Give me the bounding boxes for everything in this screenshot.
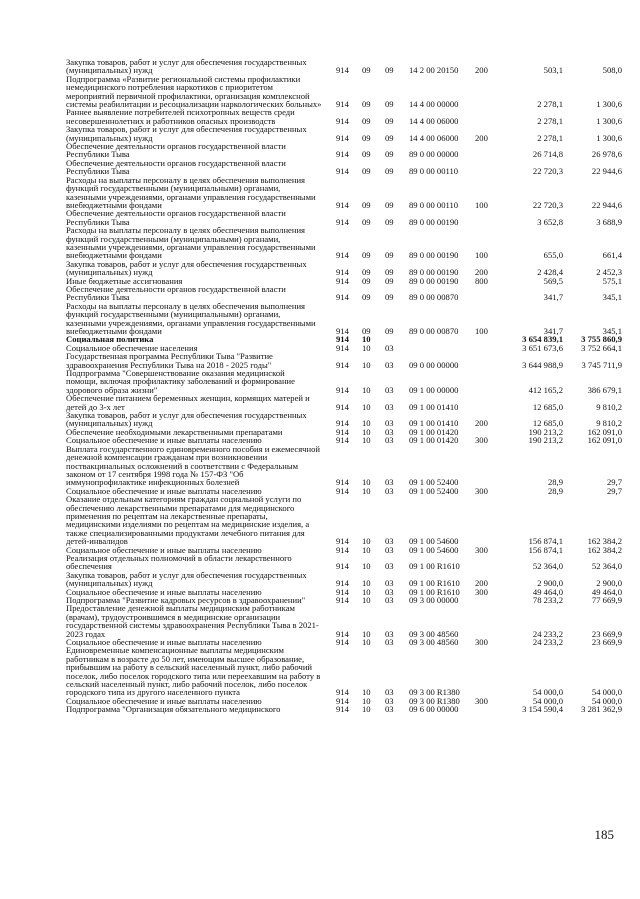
section-code: 10 xyxy=(362,359,371,370)
ministry-code: 914 xyxy=(336,359,349,370)
subsection-code: 03 xyxy=(385,485,394,496)
amount-2025: 26 978,6 xyxy=(591,149,622,160)
amount-2025: 9 810,2 xyxy=(596,418,622,429)
row-name: Обеспечение необходимыми лекарственными препаратами xyxy=(66,426,283,437)
subsection-code: 09 xyxy=(385,267,394,278)
table-row xyxy=(66,705,622,713)
subsection-code: 03 xyxy=(385,342,394,353)
subsection-code: 03 xyxy=(385,578,394,589)
target-article-code: 09 3 00 R1380 xyxy=(409,687,460,698)
subsection-code: 09 xyxy=(385,65,394,76)
row-name: Выплата государственного единовременного пособия и ежемесячной денежной компенсации гражданам при возникновении поствакцинальных осложнений в соответствии с Федеральным законом от 17 сентября 1998 года № 157-ФЗ "Об иммунопрофилактике инфекционных болезней xyxy=(66,443,320,488)
table-row xyxy=(66,302,622,336)
expense-type-code: 100 xyxy=(475,250,488,261)
expense-type-code: 300 xyxy=(475,485,488,496)
row-name: Раннее выявление потребителей психотропных веществ среди несовершеннолетних и работников опасных производств xyxy=(66,107,295,126)
amount-2025: 162 091,0 xyxy=(587,435,622,446)
amount-2024: 2 900,0 xyxy=(537,578,563,589)
ministry-code: 914 xyxy=(336,586,349,597)
amount-2025: 23 669,9 xyxy=(591,628,622,639)
amount-2025: 77 669,9 xyxy=(591,595,622,605)
row-name: Подпрограмма "Организация обязательного медицинского xyxy=(66,704,281,715)
amount-2024: 28,9 xyxy=(547,477,563,488)
target-article-code: 09 3 00 48560 xyxy=(409,637,459,648)
ministry-code: 914 xyxy=(336,342,349,353)
target-article-code: 09 1 00 52400 xyxy=(409,477,459,488)
row-name: Закупка товаров, работ и услуг для обеспечения государственных (муниципальных) нужд xyxy=(66,569,307,589)
amount-2025: 162 384,2 xyxy=(587,544,622,555)
ministry-code: 914 xyxy=(336,536,349,547)
table-row xyxy=(66,285,622,302)
amount-2025: 2 900,0 xyxy=(596,578,622,589)
section-code: 09 xyxy=(362,275,371,286)
amount-2024: 341,7 xyxy=(543,292,563,303)
row-name: Подпрограмма «Развитие региональной системы профилактики немедицинского потребления наркотиков с приоритетом мероприятий первичной профилактики, организация комплексной системы реабилитации и ресоциализации наркологических больных» xyxy=(66,73,322,110)
ministry-code: 914 xyxy=(336,149,349,160)
ministry-code: 914 xyxy=(336,561,349,572)
amount-2025: 661,4 xyxy=(602,250,622,261)
row-name: Социальное обеспечение и иные выплаты населению xyxy=(66,695,262,706)
amount-2025: 3 745 711,9 xyxy=(581,359,622,370)
target-article-code: 14 4 00 00000 xyxy=(409,99,459,110)
ministry-code: 914 xyxy=(336,199,349,210)
ministry-code: 914 xyxy=(336,275,349,286)
expense-type-code: 800 xyxy=(475,275,488,286)
amount-2024: 503,1 xyxy=(543,65,563,76)
row-name: Подпрограмма "Совершенствование оказания медицинской помощи, включая профилактику заболеваний и формирование здорового образа жизни" xyxy=(66,368,295,395)
section-code: 10 xyxy=(362,536,371,547)
target-article-code: 09 1 00 01420 xyxy=(409,426,459,437)
table-row xyxy=(66,369,622,394)
subsection-code: 09 xyxy=(385,166,394,177)
section-code: 10 xyxy=(362,637,371,648)
amount-2025: 3 281 362,9 xyxy=(581,704,622,715)
table-row xyxy=(66,554,622,571)
target-article-code: 09 1 00 54600 xyxy=(409,544,459,555)
row-name: Обеспечение питанием беременных женщин, кормящих матерей и детей до 3-х лет xyxy=(66,393,310,412)
table-row xyxy=(66,411,622,428)
table-row xyxy=(66,159,622,176)
amount-2024: 54 000,0 xyxy=(532,687,563,698)
target-article-code: 09 1 00 01420 xyxy=(409,435,459,446)
expense-type-code: 100 xyxy=(475,199,488,210)
target-article-code: 09 1 00 R1610 xyxy=(409,561,460,572)
ministry-code: 914 xyxy=(336,326,349,336)
section-code: 09 xyxy=(362,65,371,76)
row-name: Расходы на выплаты персоналу в целях обеспечения выполнения функций государственными (муниципальными) органами, казенными учреждениями, органами управления государственными внебюджетными фондами xyxy=(66,174,316,210)
section-code: 10 xyxy=(362,418,371,429)
target-article-code: 89 0 00 00110 xyxy=(409,166,459,177)
ministry-code: 914 xyxy=(336,267,349,278)
row-name: Реализация отдельных полномочий в области лекарственного обеспечения xyxy=(66,552,292,572)
subsection-code: 03 xyxy=(385,695,394,706)
amount-2025: 49 464,0 xyxy=(591,586,622,597)
subsection-code: 09 xyxy=(385,275,394,286)
target-article-code: 89 0 00 00110 xyxy=(409,199,459,210)
amount-2024: 3 644 988,9 xyxy=(522,359,563,370)
amount-2024: 190 213,2 xyxy=(528,435,563,446)
section-code: 10 xyxy=(362,595,371,605)
amount-2024: 569,5 xyxy=(543,275,563,286)
amount-2025: 386 679,1 xyxy=(587,384,622,395)
subsection-code: 03 xyxy=(385,595,394,605)
expense-type-code: 200 xyxy=(475,267,488,278)
row-name: Расходы на выплаты персоналу в целях обеспечения выполнения функций государственными (муниципальными) органами, казенными учреждениями, органами управления государственными внебюджетными фондами xyxy=(66,225,316,261)
section-code: 09 xyxy=(362,199,371,210)
ministry-code: 914 xyxy=(336,216,349,227)
subsection-code: 03 xyxy=(385,637,394,648)
amount-2024: 22 720,3 xyxy=(532,166,563,177)
table-row xyxy=(66,226,622,260)
row-name: Социальное обеспечение и иные выплаты населению xyxy=(66,485,262,496)
row-name: Закупка товаров, работ и услуг для обеспечения государственных (муниципальных) нужд xyxy=(66,124,307,143)
amount-2025: 1 300,6 xyxy=(596,132,622,143)
table-row xyxy=(66,260,622,277)
amount-2025: 1 300,6 xyxy=(596,99,622,110)
subsection-code: 03 xyxy=(385,704,394,715)
subsection-code: 09 xyxy=(385,250,394,261)
expense-type-code: 200 xyxy=(475,65,488,76)
table-row xyxy=(66,604,622,638)
table-row xyxy=(66,495,622,545)
ministry-code: 914 xyxy=(336,99,349,110)
row-name: Единовременные компенсационные выплаты медицинским работникам в возрасте до 50 лет, имеющим высшее образование, прибывшим на работу в сельский населенный пункт, либо рабочий поселок, либо поселок городского типа или переехавшим на работу в сельский населенный пункт, либо рабочий поселок, либо поселок городского типа из другого населенного пункта xyxy=(66,645,321,698)
table-row xyxy=(66,352,622,369)
target-article-code: 89 0 00 00870 xyxy=(409,292,459,303)
amount-2024: 156 874,1 xyxy=(528,544,563,555)
section-code: 09 xyxy=(362,267,371,278)
amount-2024: 156 874,1 xyxy=(528,536,563,547)
amount-2025: 29,7 xyxy=(606,477,622,488)
section-code: 09 xyxy=(362,326,371,336)
section-code: 10 xyxy=(362,477,371,488)
row-name: Социальное обеспечение и иные выплаты населению xyxy=(66,637,262,648)
target-article-code: 09 0 00 00000 xyxy=(409,359,459,370)
subsection-code: 03 xyxy=(385,586,394,597)
section-code: 10 xyxy=(362,342,371,353)
subsection-code: 03 xyxy=(385,401,394,412)
target-article-code: 89 0 00 00870 xyxy=(409,326,459,336)
ministry-code: 914 xyxy=(336,418,349,429)
target-article-code: 14 4 00 06000 xyxy=(409,115,459,126)
subsection-code: 09 xyxy=(385,326,394,336)
amount-2025: 3 752 664,1 xyxy=(581,342,622,353)
section-code: 10 xyxy=(362,426,371,437)
expense-type-code: 100 xyxy=(475,326,488,336)
subsection-code: 03 xyxy=(385,418,394,429)
section-code: 09 xyxy=(362,166,371,177)
table-row xyxy=(66,176,622,210)
section-code: 09 xyxy=(362,250,371,261)
row-name: Социальное обеспечение и иные выплаты населению xyxy=(66,586,262,597)
expense-type-code: 200 xyxy=(475,132,488,143)
ministry-code: 914 xyxy=(336,426,349,437)
target-article-code: 09 1 00 52400 xyxy=(409,485,459,496)
row-name: Закупка товаров, работ и услуг для обеспечения государственных (муниципальных) нужд xyxy=(66,410,307,429)
table-row xyxy=(66,646,622,696)
subsection-code: 09 xyxy=(385,149,394,160)
section-code: 09 xyxy=(362,149,371,160)
expense-type-code: 200 xyxy=(475,418,488,429)
section-code: 10 xyxy=(362,485,371,496)
row-name: Социальное обеспечение и иные выплаты населению xyxy=(66,435,262,446)
expense-type-code: 300 xyxy=(475,435,488,446)
section-code: 10 xyxy=(362,687,371,698)
amount-2025: 162 384,2 xyxy=(587,536,622,547)
section-code: 09 xyxy=(362,216,371,227)
target-article-code: 09 1 00 R1610 xyxy=(409,586,460,597)
amount-2024: 54 000,0 xyxy=(532,695,563,706)
section-code: 09 xyxy=(362,99,371,110)
target-article-code: 09 1 00 R1610 xyxy=(409,578,460,589)
amount-2024: 3 652,8 xyxy=(537,216,563,227)
subsection-code: 09 xyxy=(385,216,394,227)
ministry-code: 914 xyxy=(336,384,349,395)
table-row xyxy=(66,142,622,159)
subsection-code: 03 xyxy=(385,384,394,395)
target-article-code: 89 0 00 00190 xyxy=(409,250,459,261)
amount-2024: 26 714,8 xyxy=(532,149,563,160)
ministry-code: 914 xyxy=(336,401,349,412)
amount-2024: 12 685,0 xyxy=(532,418,563,429)
subsection-code: 03 xyxy=(385,561,394,572)
amount-2025: 22 944,6 xyxy=(591,166,622,177)
section-code: 09 xyxy=(362,132,371,143)
amount-2025: 575,1 xyxy=(602,275,622,286)
target-article-code: 09 1 00 01410 xyxy=(409,418,459,429)
row-name: Подпрограмма "Развитие кадровых ресурсов в здравоохранении" xyxy=(66,595,306,605)
ministry-code: 914 xyxy=(336,250,349,261)
section-code: 10 xyxy=(362,401,371,412)
amount-2025: 52 364,0 xyxy=(591,561,622,572)
ministry-code: 914 xyxy=(336,334,349,345)
amount-2024: 24 233,2 xyxy=(532,628,563,639)
target-article-code: 14 2 00 20150 xyxy=(409,65,459,76)
table-row xyxy=(66,394,622,411)
ministry-code: 914 xyxy=(336,292,349,303)
row-name: Обеспечение деятельности органов государственной власти Республики Тыва xyxy=(66,208,286,227)
ministry-code: 914 xyxy=(336,544,349,555)
table-row xyxy=(66,108,622,125)
amount-2024: 22 720,3 xyxy=(532,199,563,210)
target-article-code: 89 0 00 00190 xyxy=(409,275,459,286)
target-article-code: 09 1 00 54600 xyxy=(409,536,459,547)
table-row xyxy=(66,75,622,109)
ministry-code: 914 xyxy=(336,578,349,589)
expense-type-code: 300 xyxy=(475,586,488,597)
amount-2025: 345,1 xyxy=(602,292,622,303)
ministry-code: 914 xyxy=(336,485,349,496)
table-row xyxy=(66,58,622,75)
amount-2024: 2 278,1 xyxy=(537,99,563,110)
row-name: Социальная политика xyxy=(66,334,154,345)
target-article-code: 09 3 00 00000 xyxy=(409,595,459,605)
row-name: Предоставление денежной выплаты медицинским работникам (врачам), трудоустроившимся в медицинские организации государственной системы здравоохранения Республики Тыва в 2021- 2023 годах xyxy=(66,603,319,639)
section-code: 10 xyxy=(362,384,371,395)
row-name: Закупка товаров, работ и услуг для обеспечения государственных (муниципальных) нужд xyxy=(66,258,307,278)
ministry-code: 914 xyxy=(336,628,349,639)
amount-2024: 24 233,2 xyxy=(532,637,563,648)
amount-2024: 12 685,0 xyxy=(532,401,563,412)
target-article-code: 09 3 00 R1380 xyxy=(409,695,460,706)
subsection-code: 03 xyxy=(385,687,394,698)
subsection-code: 03 xyxy=(385,536,394,547)
subsection-code: 09 xyxy=(385,292,394,303)
amount-2025: 3 688,9 xyxy=(596,216,622,227)
table-row xyxy=(66,125,622,142)
amount-2024: 3 651 673,6 xyxy=(522,342,563,353)
ministry-code: 914 xyxy=(336,132,349,143)
target-article-code: 09 1 00 01410 xyxy=(409,401,459,412)
table-row xyxy=(66,571,622,588)
row-name: Закупка товаров, работ и услуг для обеспечения государственных (муниципальных) нужд xyxy=(66,57,307,76)
row-name: Иные бюджетные ассигнования xyxy=(66,275,183,286)
subsection-code: 09 xyxy=(385,99,394,110)
amount-2025: 54 000,0 xyxy=(591,687,622,698)
subsection-code: 03 xyxy=(385,477,394,488)
ministry-code: 914 xyxy=(336,435,349,446)
ministry-code: 914 xyxy=(336,687,349,698)
row-name: Обеспечение деятельности органов государственной власти Республики Тыва xyxy=(66,141,286,160)
amount-2025: 2 452,3 xyxy=(596,267,622,278)
amount-2025: 23 669,9 xyxy=(591,637,622,648)
amount-2024: 2 278,1 xyxy=(537,132,563,143)
section-code: 10 xyxy=(362,544,371,555)
page-number: 185 xyxy=(594,827,614,842)
ministry-code: 914 xyxy=(336,595,349,605)
ministry-code: 914 xyxy=(336,637,349,648)
ministry-code: 914 xyxy=(336,65,349,76)
target-article-code: 09 1 00 00000 xyxy=(409,384,459,395)
ministry-code: 914 xyxy=(336,115,349,126)
amount-2024: 2 428,4 xyxy=(537,267,563,278)
row-name: Социальное обеспечение населения xyxy=(66,342,198,353)
section-code: 10 xyxy=(362,435,371,446)
amount-2025: 345,1 xyxy=(602,326,622,336)
amount-2025: 1 300,6 xyxy=(596,115,622,126)
row-name: Расходы на выплаты персоналу в целях обеспечения выполнения функций государственными (муниципальными) органами, казенными учреждениями, органами управления государственными внебюджетными фондами xyxy=(66,300,316,336)
subsection-code: 09 xyxy=(385,115,394,126)
section-code: 10 xyxy=(362,695,371,706)
section-code: 09 xyxy=(362,292,371,303)
target-article-code: 89 0 00 00190 xyxy=(409,267,459,278)
subsection-code: 03 xyxy=(385,426,394,437)
subsection-code: 03 xyxy=(385,435,394,446)
ministry-code: 914 xyxy=(336,166,349,177)
subsection-code: 03 xyxy=(385,628,394,639)
section-code: 10 xyxy=(362,704,371,715)
target-article-code: 89 0 00 00190 xyxy=(409,216,459,227)
section-code: 10 xyxy=(362,586,371,597)
target-article-code: 14 4 00 06000 xyxy=(409,132,459,143)
amount-2025: 9 810,2 xyxy=(596,401,622,412)
amount-2024: 28,9 xyxy=(547,485,563,496)
row-name: Социальное обеспечение и иные выплаты населению xyxy=(66,544,262,555)
amount-2024: 52 364,0 xyxy=(532,561,563,572)
amount-2024: 655,0 xyxy=(543,250,563,261)
subsection-code: 03 xyxy=(385,359,394,370)
table-row xyxy=(66,445,622,487)
section-code: 10 xyxy=(362,628,371,639)
row-name: Оказание отдельным категориям граждан социальной услуги по обеспечению лекарственными препаратами для медицинского применения по рецептам на лекарственные препараты, медицинскими изделиями по рецептам на медицинские изделия, а также специализированными продуктами лечебного питания для детей-инвалидов xyxy=(66,494,310,547)
row-name: Обеспечение деятельности органов государственной власти Республики Тыва xyxy=(66,283,286,303)
amount-2024: 3 654 839,1 xyxy=(522,334,563,345)
row-name: Государственная программа Республики Тыва "Развитие здравоохранения Республики Тыва на 2018 - 2025 годы" xyxy=(66,351,273,370)
section-code: 09 xyxy=(362,115,371,126)
amount-2024: 78 233,2 xyxy=(532,595,563,605)
amount-2024: 190 213,2 xyxy=(528,426,563,437)
section-code: 10 xyxy=(362,578,371,589)
target-article-code: 09 6 00 00000 xyxy=(409,704,459,715)
row-name: Обеспечение деятельности органов государственной власти Республики Тыва xyxy=(66,157,286,177)
amount-2024: 412 165,2 xyxy=(528,384,563,395)
target-article-code: 89 0 00 00000 xyxy=(409,149,459,160)
section-code: 10 xyxy=(362,334,371,345)
amount-2025: 22 944,6 xyxy=(591,199,622,210)
expense-type-code: 200 xyxy=(475,578,488,589)
amount-2024: 3 154 590,4 xyxy=(522,704,563,715)
table-row xyxy=(66,209,622,226)
amount-2024: 2 278,1 xyxy=(537,115,563,126)
target-article-code: 09 3 00 48560 xyxy=(409,628,459,639)
ministry-code: 914 xyxy=(336,704,349,715)
amount-2025: 54 000,0 xyxy=(591,695,622,706)
amount-2025: 162 091,0 xyxy=(587,426,622,437)
amount-2025: 3 755 860,9 xyxy=(581,334,622,345)
subsection-code: 09 xyxy=(385,132,394,143)
section-code: 10 xyxy=(362,561,371,572)
ministry-code: 914 xyxy=(336,477,349,488)
amount-2025: 508,0 xyxy=(602,65,622,76)
amount-2024: 49 464,0 xyxy=(532,586,563,597)
expense-type-code: 300 xyxy=(475,544,488,555)
amount-2024: 341,7 xyxy=(543,326,563,336)
ministry-code: 914 xyxy=(336,695,349,706)
amount-2025: 29,7 xyxy=(606,485,622,496)
budget-table xyxy=(66,58,622,714)
subsection-code: 03 xyxy=(385,544,394,555)
subsection-code: 09 xyxy=(385,199,394,210)
expense-type-code: 300 xyxy=(475,695,488,706)
expense-type-code: 300 xyxy=(475,637,488,648)
